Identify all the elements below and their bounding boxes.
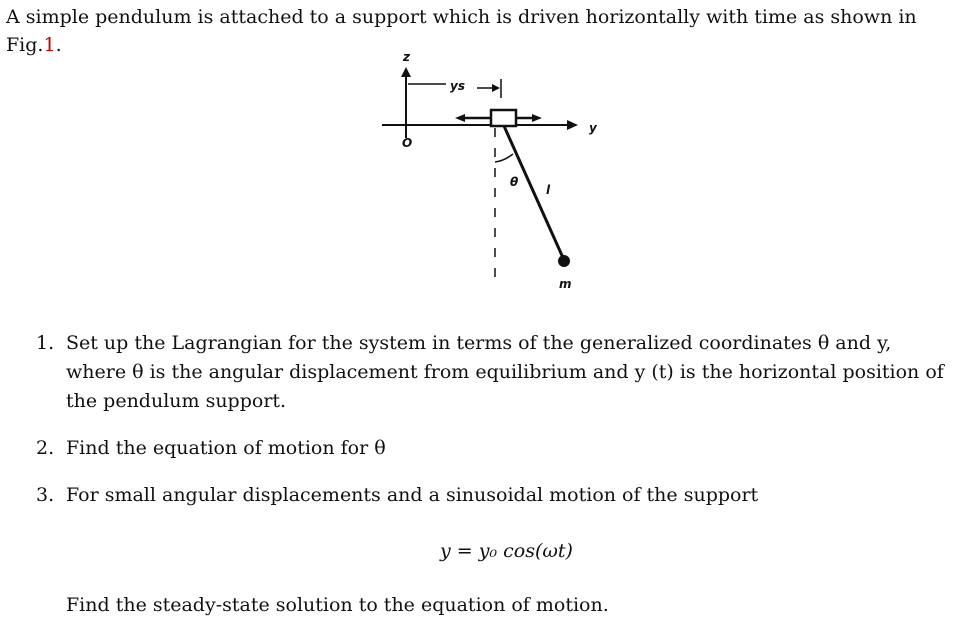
question-list xyxy=(28,329,948,510)
question-number: 3. xyxy=(36,484,55,506)
pendulum-figure xyxy=(370,48,620,298)
y-axis-label: y xyxy=(589,121,597,135)
pendulum-rod xyxy=(504,126,564,260)
question-number: 1. xyxy=(36,332,55,354)
support-motion-equation: y = y₀ cos(ωt) xyxy=(440,540,573,562)
question-text: Set up the Lagrangian for the system in terms of the generalized coordinates θ and y, where θ is the angular displacement from equilibrium and y (t) is the horizontal position of the pendulum support. xyxy=(66,332,944,412)
slider-right-arrowhead xyxy=(532,114,542,122)
intro-end: . xyxy=(55,34,62,56)
question-item xyxy=(28,434,948,463)
z-axis-label: z xyxy=(403,50,410,64)
angle-arc xyxy=(495,154,513,162)
ys-dimension-arrowhead xyxy=(492,84,500,92)
pendulum-support xyxy=(491,110,516,126)
origin-label: O xyxy=(402,136,413,150)
pendulum-bob xyxy=(558,255,570,267)
intro-text: A simple pendulum is attached to a support which is driven horizontally with time as shown in Fig. xyxy=(6,6,917,56)
z-axis-arrowhead xyxy=(401,67,411,77)
final-instruction: Find the steady-state solution to the equation of motion. xyxy=(66,594,609,616)
ys-label: ys xyxy=(450,79,465,93)
y-axis-arrowhead xyxy=(567,120,578,130)
question-number: 2. xyxy=(36,437,55,459)
figure-reference-link[interactable]: 1 xyxy=(43,34,56,56)
question-item xyxy=(28,481,948,510)
angle-label: θ xyxy=(510,175,519,189)
slider-left-arrowhead xyxy=(455,114,465,122)
question-item xyxy=(28,329,948,416)
question-text: Find the equation of motion for θ xyxy=(66,437,386,459)
question-text: For small angular displacements and a sinusoidal motion of the support xyxy=(66,484,759,506)
length-label: l xyxy=(546,183,551,197)
mass-label: m xyxy=(559,277,572,291)
